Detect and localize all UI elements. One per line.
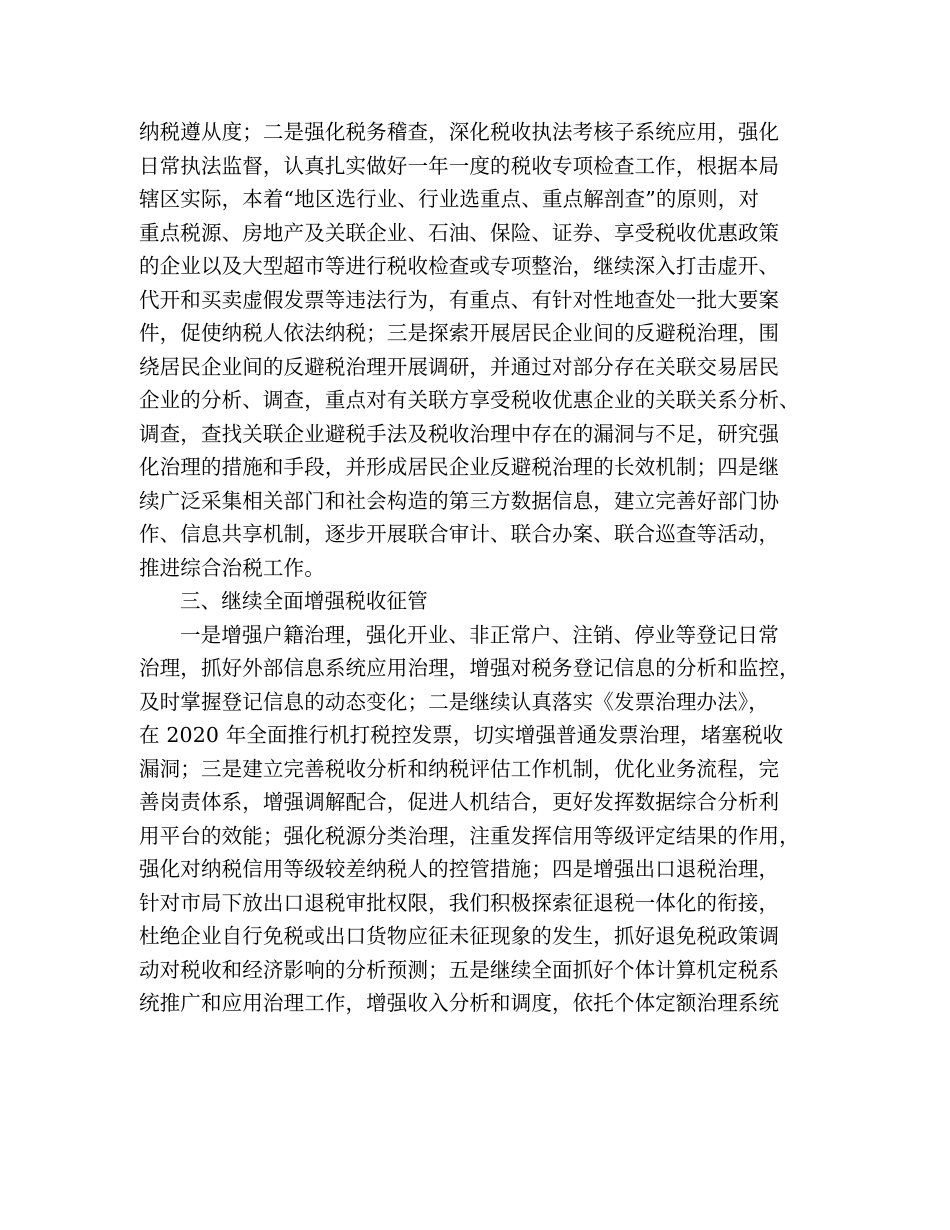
text-line: 日常执法监督，认真扎实做好一年一度的税收专项检查工作，根据本局 [139, 153, 780, 178]
text-line: 用平台的效能；强化税源分类治理，注重发挥信用等级评定结果的作用， [139, 823, 800, 848]
text-line: 一是增强户籍治理，强化开业、非正常户、注销、停业等登记日常 [180, 622, 779, 647]
text-line: 在 2020 年全面推行机打税控发票，切实增强普通发票治理，堵塞税收 [139, 723, 784, 747]
text-line: 及时掌握登记信息的动态变化；二是继续认真落实《发票治理办法》， [139, 689, 769, 714]
text-line: 作、信息共享机制，逐步开展联合审计、联合办案、联合巡查等活动， [139, 522, 780, 546]
text-line: 续广泛采集相关部门和社会构造的第三方数据信息，建立完善好部门协 [139, 488, 780, 513]
text-line: 代开和买卖虚假发票等违法行为，有重点、有针对性地查处一批大要案 [139, 287, 780, 312]
text-line: 件，促使纳税人依法纳税；三是探索开展居民企业间的反避税治理，围 [139, 321, 780, 345]
text-line: 统推广和应用治理工作，增强收入分析和调度，依托个体定额治理系统 [139, 991, 780, 1015]
text-line: 动对税收和经济影响的分析预测；五是继续全面抓好个体计算机定税系 [139, 957, 780, 982]
text-line: 漏洞；三是建立完善税收分析和纳税评估工作机制，优化业务流程，完 [139, 756, 780, 781]
text-line: 推进综合治税工作。 [139, 555, 325, 580]
text-line: 调查，查找关联企业避税手法及税收治理中存在的漏洞与不足，研究强 [139, 421, 780, 446]
text-line: 治理，抓好外部信息系统应用治理，增强对税务登记信息的分析和监控， [139, 656, 800, 680]
text-line: 纳税遵从度；二是强化税务稽查，深化税收执法考核子系统应用，强化 [139, 120, 780, 144]
text-line: 绕居民企业间的反避税治理开展调研，并通过对部分存在关联交易居民 [139, 354, 780, 379]
text-line: 辖区实际，本着“地区选行业、行业选重点、重点解剖查”的原则，对 [139, 187, 760, 211]
text-line: 企业的分析、调查，重点对有关联方享受税收优惠企业的关联关系分析、 [139, 388, 800, 412]
section-heading: 三、继续全面增强税收征管 [180, 589, 428, 613]
body-text [139, 116, 829, 1021]
text-line: 善岗责体系，增强调解配合，促进人机结合，更好发挥数据综合分析利 [139, 790, 780, 814]
text-line: 重点税源、房地产及关联企业、石油、保险、证券、享受税收优惠政策 [139, 220, 780, 245]
text-line: 的企业以及大型超市等进行税收检查或专项整治，继续深入打击虚开、 [139, 254, 780, 278]
text-line: 杜绝企业自行免税或出口货物应征未征现象的发生，抓好退免税政策调 [139, 924, 780, 948]
text-line: 针对市局下放出口退税审批权限，我们积极探索征退税一体化的衔接， [139, 890, 780, 915]
text-line: 化治理的措施和手段，并形成居民企业反避税治理的长效机制；四是继 [139, 455, 780, 479]
text-line: 强化对纳税信用等级较差纳税人的控管措施；四是增强出口退税治理， [139, 857, 780, 881]
